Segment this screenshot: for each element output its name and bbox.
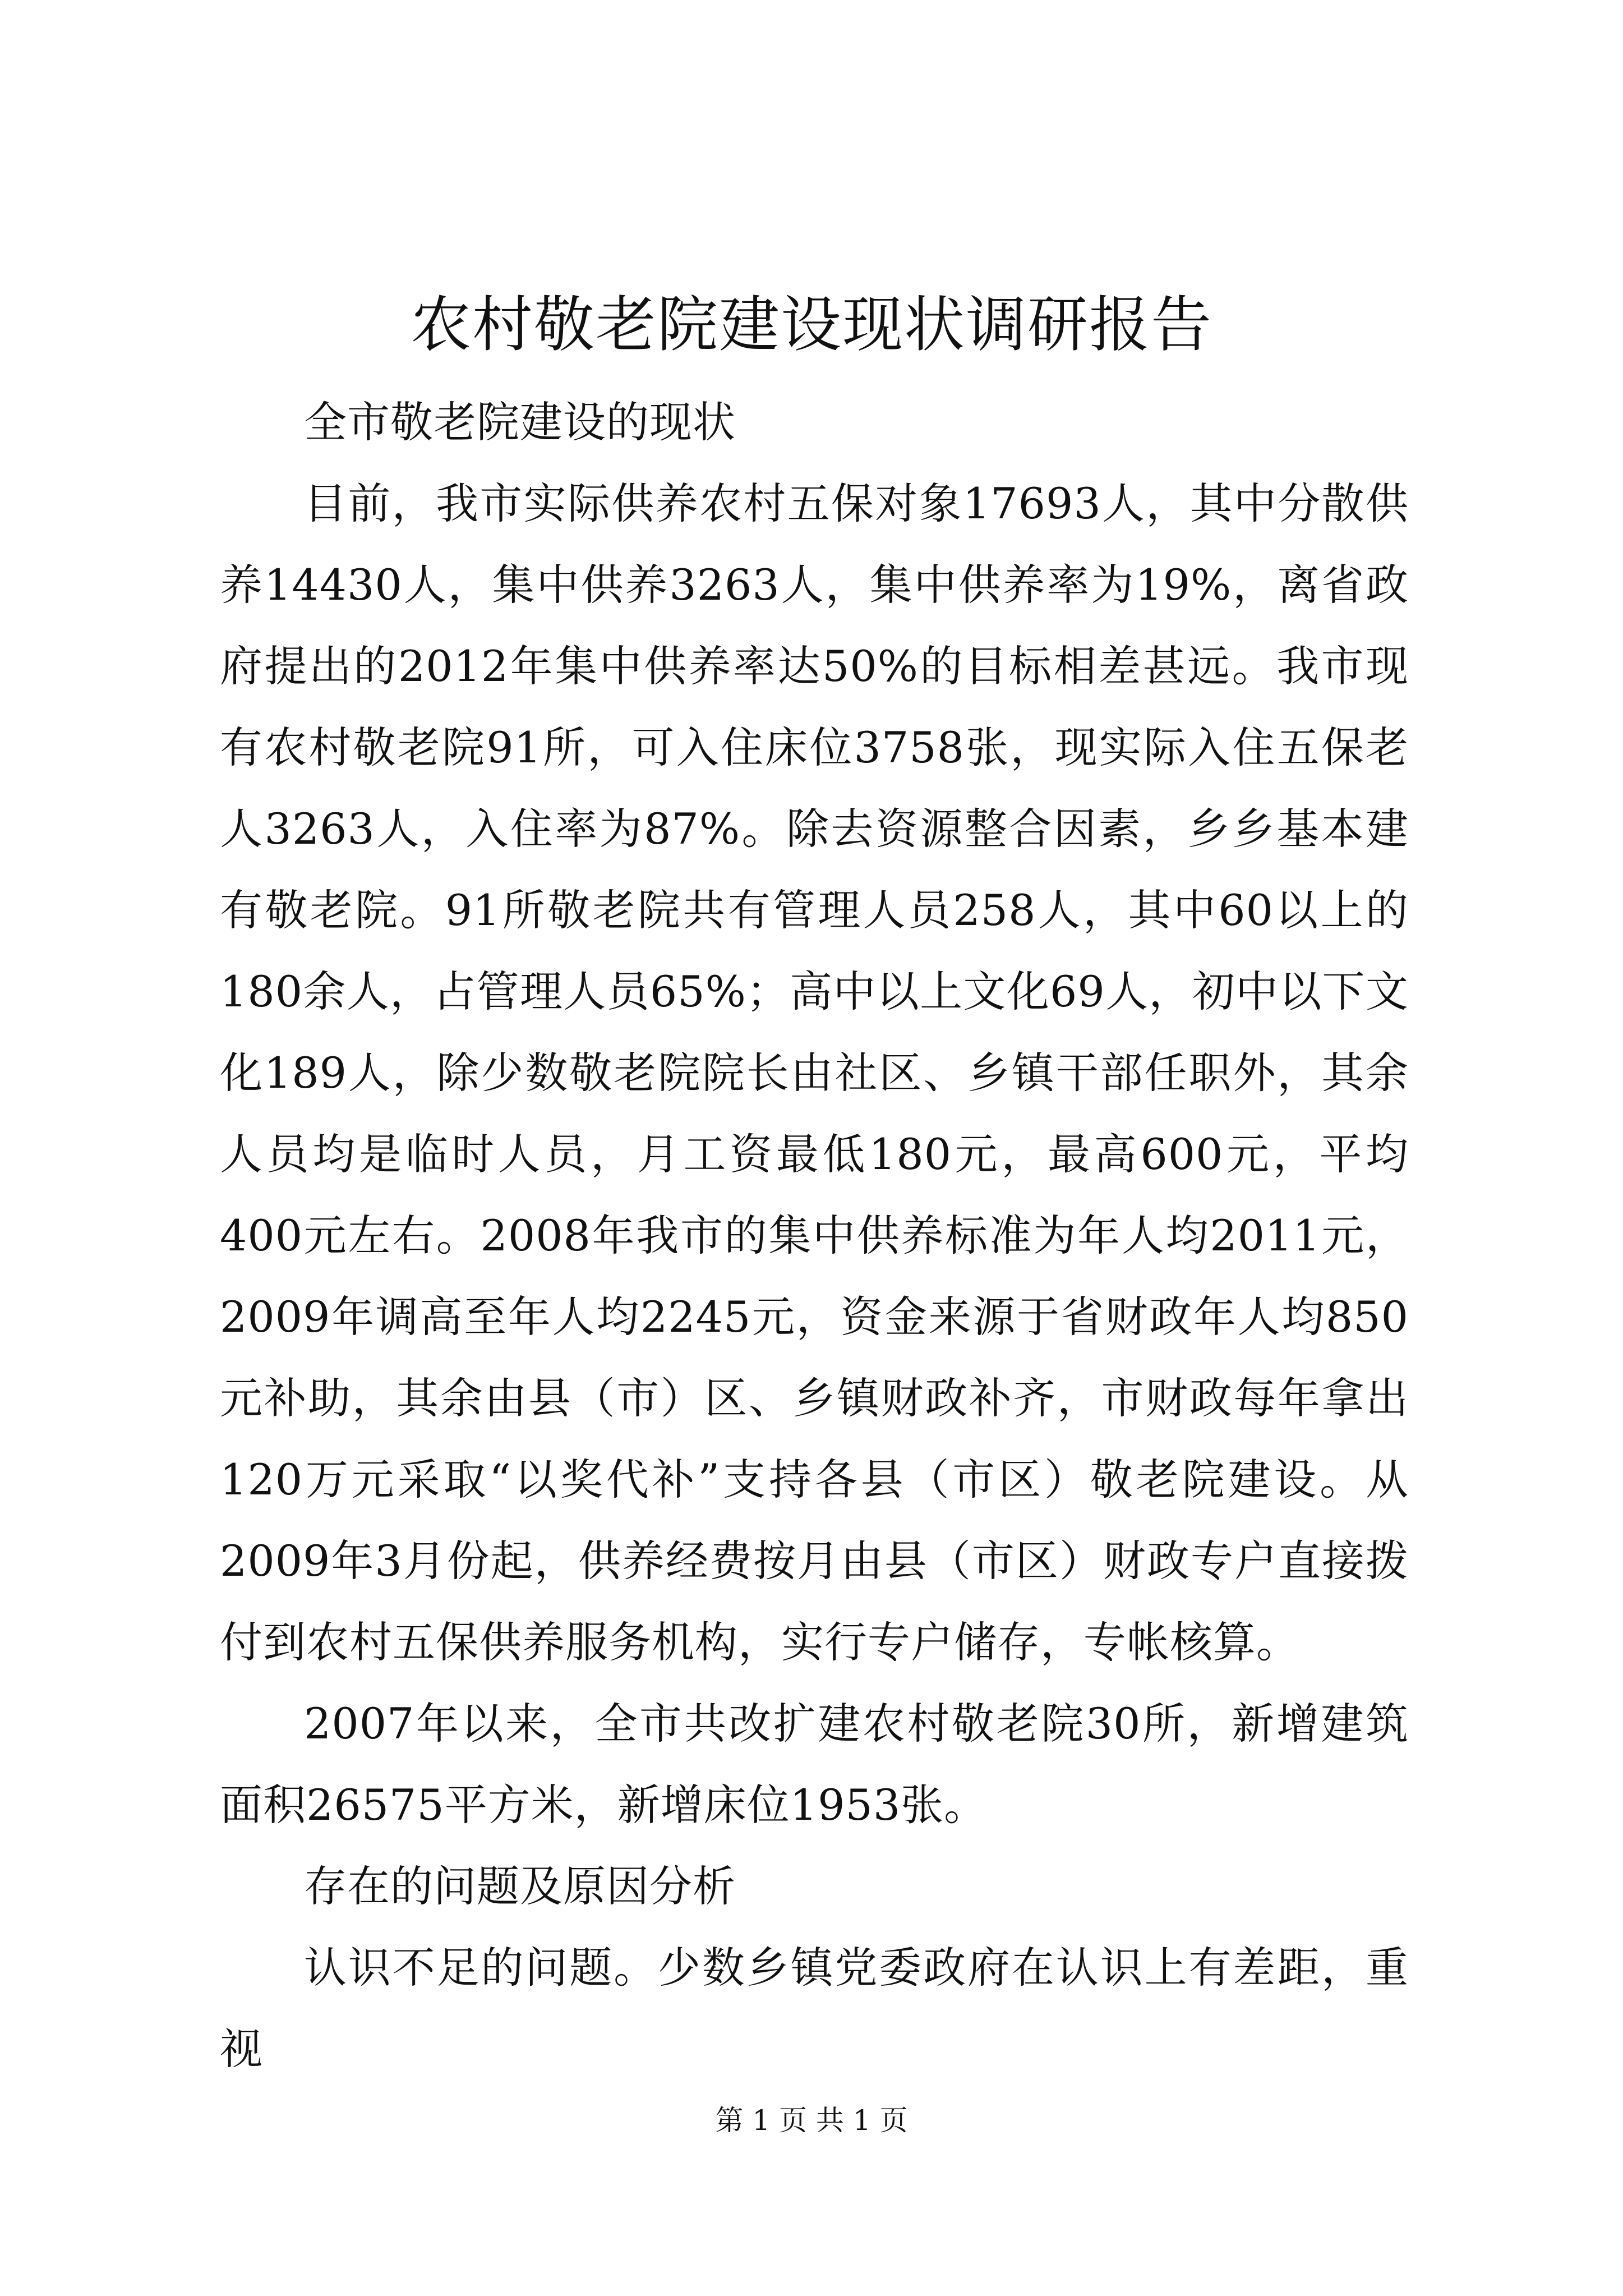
paragraph-expansion-since-2007: 2007年以来，全市共改扩建农村敬老院30所，新增建筑面积26575平方米，新增床位1953张。 (220, 1699, 1409, 1830)
page-number-footer: 第 1 页 共 1 页 (715, 2104, 908, 2137)
section-heading-current-status: 全市敬老院建设的现状 (304, 397, 736, 447)
document-body (220, 381, 1409, 2090)
paragraph-insufficient-awareness: 认识不足的问题。少数乡镇党委政府在认识上有差距，重视 (220, 1943, 1409, 2074)
document-title: 农村敬老院建设现状调研报告 (410, 290, 1212, 360)
section-heading-problems: 存在的问题及原因分析 (304, 1861, 736, 1911)
paragraph-current-status: 目前，我市实际供养农村五保对象17693人，其中分散供养14430人，集中供养3263人，集中供养率为19%，离省政府提出的2012年集中供养率达50%的目标相差甚远。我市现有农村敬老院91所，可入住床位3758张，现实际入住五保老人3263人，入住率为87%。除去资源整合因素，乡乡基本建有敬老院。91所敬老院共有管理人员258人，其中60以上的180余人，占管理人员65%；高中以上文化69人，初中以下文化189人，除少数敬老院院长由社区、乡镇干部任职外，其余人员均是临时人员，月工资最低180元，最高600元，平均400元左右。2008年我市的集中供养标准为年人均2011元，2009年调高至年人均2245元，资金来源于省财政年人均850元补助，其余由县（市）区、乡镇财政补齐，市财政每年拿出120万元采取“以奖代补”支持各县（市区）敬老院建设。从2009年3月份起，供养经费按月由县（市区）财政专户直接拨付到农村五保供养服务机构，实行专户储存，专帐核算。 (220, 478, 1409, 1667)
